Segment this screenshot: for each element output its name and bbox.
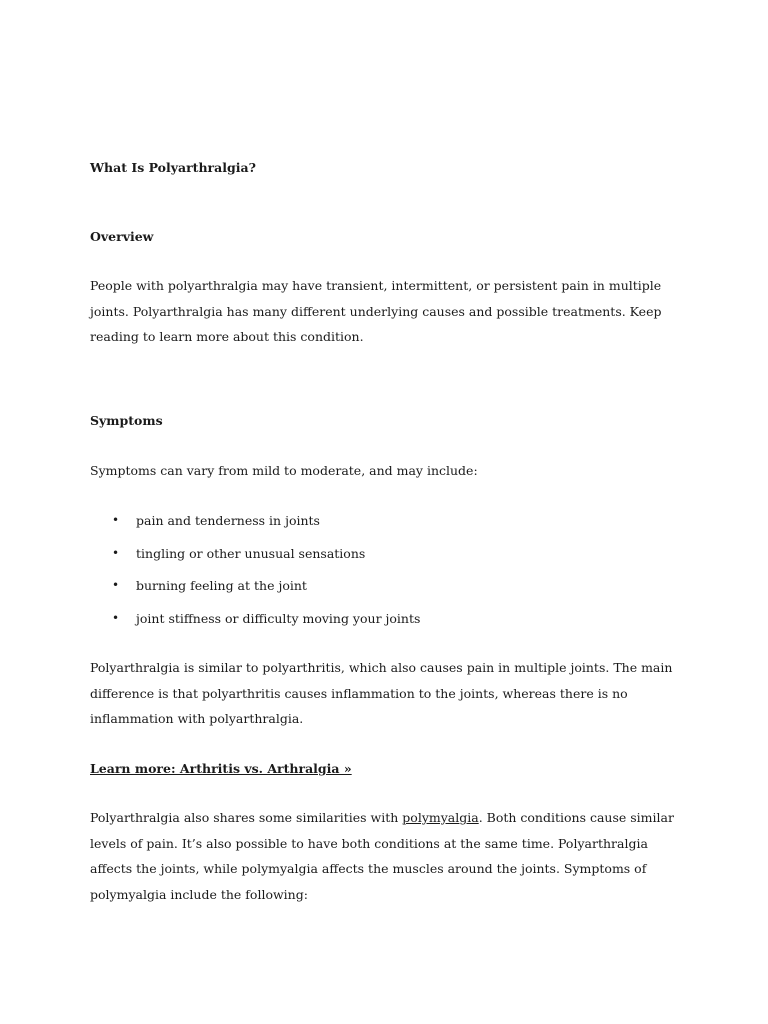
list-item-label: joint stiffness or difficulty moving your joints (136, 611, 421, 627)
bullet-icon: • (112, 545, 120, 560)
polymyalgia-link[interactable]: polymyalgia (402, 810, 479, 825)
list-item (112, 611, 672, 644)
list-item (112, 578, 672, 611)
bullet-icon: • (112, 611, 120, 626)
symptoms-intro: Symptoms can vary from mild to moderate, and may include: (90, 463, 478, 478)
list-item-label: tingling or other unusual sensations (136, 545, 366, 561)
list-item (112, 546, 672, 579)
symptoms-list (112, 513, 672, 644)
learn-more-row (90, 756, 680, 781)
bullet-icon: • (112, 513, 120, 527)
overview-paragraph: People with polyarthralgia may have transient, intermittent, or persistent pain in multiple joints. Polyarthralgia has many different underlying causes and possible treatments. Keep reading to learn more about this condition. (90, 278, 662, 344)
list-item-label: burning feeling at the joint (136, 578, 307, 594)
page-title: What Is Polyarthralgia? (90, 160, 256, 175)
list-item-label: pain and tenderness in joints (136, 513, 320, 528)
comparison-paragraph: Polyarthralgia is similar to polyarthritis, which also causes pain in multiple joints. The main difference is that polyarthritis causes inflammation to the joints, whereas there is no inflammation with polyarthralgia. (90, 660, 673, 726)
bullet-icon: • (112, 578, 120, 593)
symptoms-heading: Symptoms (90, 413, 163, 428)
overview-heading: Overview (90, 229, 154, 244)
polymyalgia-text-before: Polyarthralgia also shares some similarities with (90, 810, 403, 825)
list-item (112, 513, 672, 546)
learn-more-link[interactable]: Learn more: Arthritis vs. Arthralgia » (90, 761, 352, 776)
polymyalgia-text-after: . Both conditions cause similar levels of pain. It’s also possible to have both conditions at the same time. Polyarthralgia affects the joints, while polymyalgia affects the muscles around the joints. Symptoms of polymyalgia include the following: (90, 810, 674, 902)
polymyalgia-paragraph (90, 805, 680, 907)
